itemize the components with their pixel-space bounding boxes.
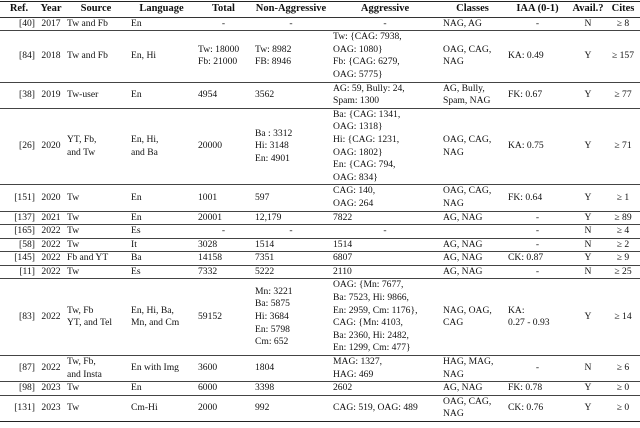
cell-total: 3600	[198, 362, 218, 374]
cell-non-aggressive: 597	[255, 191, 270, 203]
cell-aggressive: AG: 59, Bully: 24, Spam: 1300	[333, 82, 405, 107]
cell-year: 2021	[41, 211, 61, 223]
cell-total: -	[221, 17, 226, 29]
table-row	[0, 82, 640, 108]
cell-total: 6000	[198, 382, 218, 394]
cell-non-aggressive: 3398	[255, 382, 275, 394]
header-aggressive: Aggressive	[360, 3, 410, 14]
cell-classes: NAG, AG	[443, 17, 482, 29]
cell-source: Tw	[67, 211, 80, 223]
cell-year: 2022	[41, 252, 61, 264]
cell-ref: [26]	[19, 140, 35, 152]
cell-year: 2022	[41, 265, 61, 277]
cell-non-aggressive: 1804	[255, 362, 275, 374]
cell-ref: [137]	[14, 211, 35, 223]
cell-year: 2022	[41, 238, 61, 250]
cell-aggressive: 7822	[333, 211, 353, 223]
table-row	[0, 265, 640, 279]
cell-source: Tw, Fb YT, and Tel	[67, 304, 113, 329]
cell-iaa: -	[535, 17, 540, 29]
cell-non-aggressive: Tw: 8982 FB: 8946	[255, 43, 292, 68]
cell-total: 14158	[198, 252, 222, 264]
cell-year: 2017	[41, 17, 61, 29]
cell-year: 2020	[41, 140, 61, 152]
cell-available: N	[584, 225, 592, 237]
header-source: Source	[80, 3, 112, 14]
cell-source: YT, Fb, and Tw	[67, 133, 97, 158]
cell-language: En with Img	[131, 362, 179, 374]
cell-cites: ≥ 6	[616, 362, 630, 374]
cell-ref: [40]	[19, 17, 35, 29]
cell-ref: [165]	[14, 225, 35, 237]
cell-available: Y	[584, 382, 592, 394]
cell-iaa: KA: 0.75	[508, 140, 544, 152]
cell-language: En	[131, 88, 142, 100]
header-row	[0, 2, 640, 18]
table-body	[0, 17, 640, 421]
cell-cites: ≥ 89	[614, 211, 632, 223]
cell-non-aggressive: -	[289, 17, 293, 29]
table-row	[0, 382, 640, 396]
cell-language: En, Hi, and Ba	[131, 133, 159, 158]
cell-cites: ≥ 77	[614, 88, 632, 100]
cell-total: 7332	[198, 265, 218, 277]
cell-aggressive: 2110	[333, 265, 352, 277]
cell-classes: NAG, OAG, CAG	[443, 304, 492, 329]
cell-ref: [58]	[19, 238, 35, 250]
table-row	[0, 17, 640, 31]
header-year: Year	[40, 3, 62, 14]
table-row	[0, 31, 640, 82]
cell-cites: ≥ 4	[616, 225, 630, 237]
cell-ref: [11]	[19, 265, 35, 277]
cell-cites: ≥ 8	[616, 17, 630, 29]
cell-classes: HAG, MAG, NAG	[443, 356, 494, 380]
cell-source: Tw	[67, 265, 80, 277]
cell-year: 2022	[41, 310, 61, 322]
cell-iaa: -	[535, 225, 540, 237]
cell-available: Y	[584, 88, 592, 100]
header-cites: Cites	[611, 3, 635, 14]
cell-cites: ≥ 0	[616, 382, 630, 394]
header-classes: Classes	[456, 3, 489, 14]
cell-iaa: FK: 0.64	[508, 191, 543, 203]
table-row	[0, 356, 640, 382]
header-iaa: IAA (0-1)	[516, 3, 559, 14]
cell-iaa: FK: 0.67	[508, 88, 543, 100]
cell-source: Tw-user	[67, 88, 99, 100]
cell-aggressive: 1514	[333, 238, 353, 250]
cell-cites: ≥ 157	[611, 50, 635, 62]
cell-total: -	[221, 225, 226, 237]
cell-classes: AG, NAG	[443, 252, 483, 264]
cell-cites: ≥ 2	[616, 238, 630, 250]
cell-non-aggressive: 5222	[255, 265, 275, 277]
cell-classes: OAG, CAG, NAG	[443, 133, 492, 158]
cell-available: N	[584, 265, 592, 277]
table-row	[0, 279, 640, 356]
cell-non-aggressive: 1514	[255, 238, 275, 250]
cell-non-aggressive: 992	[255, 402, 270, 414]
cell-language: It	[131, 238, 137, 250]
header-non-aggressive: Non-Aggressive	[255, 3, 327, 14]
cell-year: 2023	[41, 402, 61, 414]
cell-total: Tw: 18000 Fb: 21000	[198, 43, 240, 68]
cell-classes: OAG, CAG, NAG	[443, 43, 492, 68]
cell-language: En	[131, 191, 142, 203]
cell-non-aggressive: Mn: 3221 Ba: 5875 Hi: 3684 En: 5798 Cm: 652	[255, 285, 293, 348]
cell-available: Y	[584, 211, 592, 223]
cell-source: Tw	[67, 382, 80, 394]
cell-source: Tw and Fb	[67, 17, 108, 29]
cell-aggressive: 6807	[333, 252, 353, 264]
cell-classes: AG, NAG	[443, 265, 483, 277]
header-available: Avail.?	[572, 3, 604, 14]
cell-source: Tw	[67, 225, 80, 237]
cell-available: Y	[584, 50, 592, 62]
dataset-comparison-table	[0, 1, 640, 422]
cell-aggressive: Tw: {CAG: 7938, OAG: 1080} Fb: {CAG: 6279, OAG: 5775}	[333, 31, 402, 80]
cell-ref: [151]	[14, 191, 35, 203]
cell-aggressive: OAG: {Mn: 7677, Ba: 7523, Hi: 9866, En: 2959, Cm: 1176}, CAG: {Mn: 4103, Ba: 2360, Hi: 2482, En: 1299, Cm: 477}	[333, 279, 418, 354]
cell-iaa: FK: 0.78	[508, 382, 543, 394]
cell-aggressive: -	[383, 225, 387, 237]
cell-aggressive: CAG: 519, OAG: 489	[333, 402, 418, 414]
cell-language: Es	[131, 265, 141, 277]
table-row	[0, 211, 640, 225]
cell-source: Tw, Fb, and Insta	[67, 356, 102, 380]
cell-language: En, Hi, Ba, Mn, and Cm	[131, 304, 180, 329]
header-total: Total	[212, 3, 235, 14]
cell-cites: ≥ 1	[616, 191, 630, 203]
header-language: Language	[139, 3, 184, 14]
cell-year: 2018	[41, 50, 61, 62]
table-row	[0, 225, 640, 239]
cell-year: 2022	[41, 362, 61, 374]
table-row	[0, 185, 640, 211]
cell-iaa: -	[535, 265, 540, 277]
cell-total: 2000	[198, 402, 218, 414]
cell-aggressive: CAG: 140, OAG: 264	[333, 185, 376, 209]
cell-language: En, Hi	[131, 50, 157, 62]
cell-source: Tw	[67, 191, 80, 203]
cell-iaa: -	[535, 211, 540, 223]
cell-classes	[440, 225, 505, 239]
cell-source: Tw	[67, 238, 80, 250]
cell-cites: ≥ 25	[614, 265, 632, 277]
cell-available: Y	[584, 402, 592, 414]
cell-source: Fb and YT	[67, 252, 109, 264]
cell-classes: AG, Bully, Spam, NAG	[443, 82, 491, 107]
cell-aggressive: -	[383, 17, 387, 29]
cell-available: N	[584, 17, 592, 29]
cell-available: Y	[584, 252, 592, 264]
cell-ref: [87]	[19, 362, 35, 374]
cell-aggressive: MAG: 1327, HAG: 469	[333, 356, 383, 380]
cell-language: En	[131, 17, 142, 29]
cell-total: 20000	[198, 140, 222, 152]
cell-classes: AG, NAG	[443, 211, 483, 223]
cell-iaa: -	[535, 362, 540, 374]
cell-available: Y	[584, 140, 592, 152]
table-row	[0, 238, 640, 252]
cell-classes: AG, NAG	[443, 238, 483, 250]
cell-year: 2023	[41, 382, 61, 394]
cell-cites: ≥ 9	[616, 252, 630, 264]
cell-language: Ba	[131, 252, 142, 264]
cell-year: 2019	[41, 88, 61, 100]
cell-iaa: CK: 0.87	[508, 252, 544, 264]
table-row	[0, 395, 640, 421]
cell-iaa: -	[535, 238, 540, 250]
cell-language: Es	[131, 225, 141, 237]
cell-classes: OAG, CAG, NAG	[443, 185, 492, 209]
cell-ref: [38]	[19, 88, 35, 100]
cell-iaa: KA: 0.49	[508, 50, 544, 62]
cell-total: 1001	[198, 191, 218, 203]
cell-ref: [83]	[19, 310, 35, 322]
cell-cites: ≥ 14	[614, 310, 632, 322]
table-row	[0, 252, 640, 266]
cell-ref: [98]	[19, 382, 35, 394]
cell-language: En	[131, 382, 142, 394]
cell-year: 2020	[41, 191, 61, 203]
cell-aggressive: Ba: {CAG: 1341, OAG: 1318} Hi: {CAG: 1231, OAG: 1802} En: {CAG: 794, OAG: 834}	[333, 108, 401, 183]
cell-non-aggressive: -	[289, 225, 293, 237]
cell-total: 4954	[198, 88, 218, 100]
header-ref: Ref.	[9, 3, 29, 14]
cell-non-aggressive: 3562	[255, 88, 275, 100]
cell-non-aggressive: 7351	[255, 252, 275, 264]
cell-available: Y	[584, 191, 592, 203]
cell-language: Cm-Hi	[131, 402, 158, 414]
cell-aggressive: 2602	[333, 382, 353, 394]
cell-iaa: CK: 0.76	[508, 402, 544, 414]
cell-total: 59152	[198, 310, 222, 322]
cell-language: En	[131, 211, 142, 223]
cell-non-aggressive: 12,179	[255, 211, 282, 223]
cell-classes: OAG, CAG, NAG	[443, 395, 492, 420]
cell-ref: [131]	[14, 402, 35, 414]
cell-available: N	[584, 238, 592, 250]
cell-non-aggressive: Ba : 3312 Hi: 3148 En: 4901	[255, 127, 293, 164]
cell-cites: ≥ 71	[614, 140, 632, 152]
cell-source: Tw and Fb	[67, 50, 108, 62]
cell-total: 20001	[198, 211, 222, 223]
cell-available: Y	[584, 310, 592, 322]
cell-ref: [84]	[19, 50, 35, 62]
cell-cites: ≥ 0	[616, 402, 630, 414]
cell-ref: [145]	[14, 252, 35, 264]
cell-year: 2022	[41, 225, 61, 237]
cell-available: N	[584, 362, 592, 374]
table-row	[0, 108, 640, 185]
cell-classes: AG, NAG	[443, 382, 483, 394]
cell-iaa: KA: 0.27 - 0.93	[508, 304, 550, 329]
cell-total: 3028	[198, 238, 218, 250]
cell-source: Tw	[67, 402, 80, 414]
